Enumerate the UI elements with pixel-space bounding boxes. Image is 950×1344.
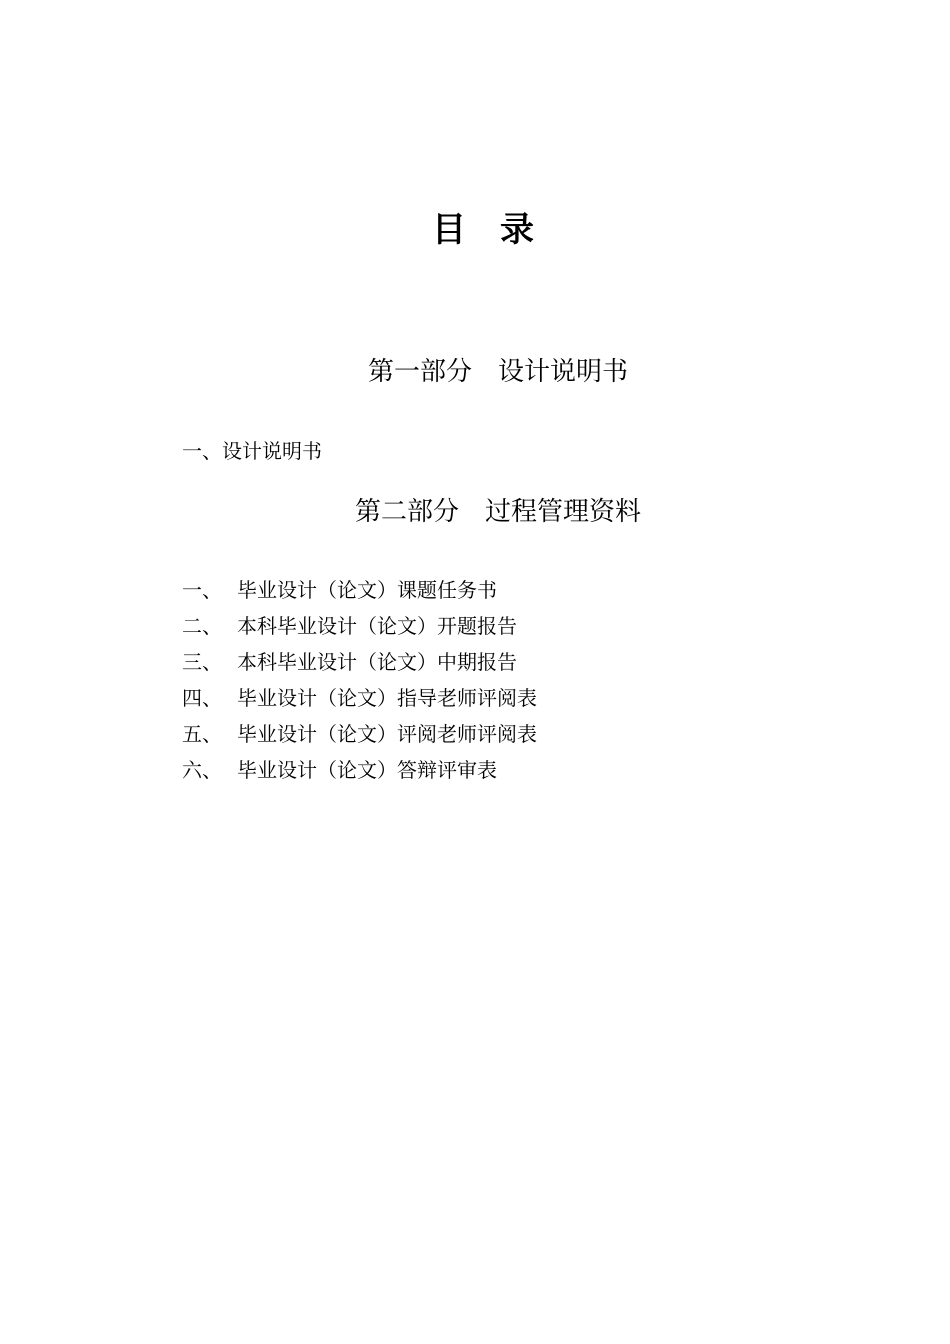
toc-entry-text: 毕业设计（论文）课题任务书 (237, 578, 497, 602)
toc-entry-number: 一、 (182, 578, 222, 602)
toc-entry-number: 五、 (182, 722, 222, 746)
toc-entry-number: 六、 (182, 758, 222, 782)
toc-entry-design-spec[interactable]: 一、设计说明书 (182, 439, 322, 463)
toc-entry-task-book[interactable] (182, 576, 497, 604)
toc-entry-number: 三、 (182, 650, 222, 674)
part-one-label: 第一部分 (367, 357, 472, 387)
part-one-name: 设计说明书 (498, 357, 629, 387)
toc-entry-reviewer-review[interactable] (182, 720, 537, 748)
toc-entry-text: 毕业设计（论文）答辩评审表 (237, 758, 497, 782)
toc-entry-text: 毕业设计（论文）评阅老师评阅表 (237, 722, 537, 746)
toc-entry-text: 本科毕业设计（论文）中期报告 (237, 650, 517, 674)
part-two-heading (0, 494, 950, 530)
part-two-label: 第二部分 (354, 497, 459, 527)
toc-entry-text: 毕业设计（论文）指导老师评阅表 (237, 686, 537, 710)
toc-entry-text: 本科毕业设计（论文）开题报告 (237, 614, 517, 638)
toc-entry-number: 四、 (182, 686, 222, 710)
toc-entry-defense-review[interactable] (182, 756, 497, 784)
toc-entry-number: 二、 (182, 614, 222, 638)
part-two-name: 过程管理资料 (485, 497, 642, 527)
toc-entry-midterm-report[interactable] (182, 648, 517, 676)
part-one-heading (0, 354, 950, 390)
toc-entry-advisor-review[interactable] (182, 684, 537, 712)
toc-entry-opening-report[interactable] (182, 612, 517, 640)
page-title: 目录 (432, 210, 568, 250)
